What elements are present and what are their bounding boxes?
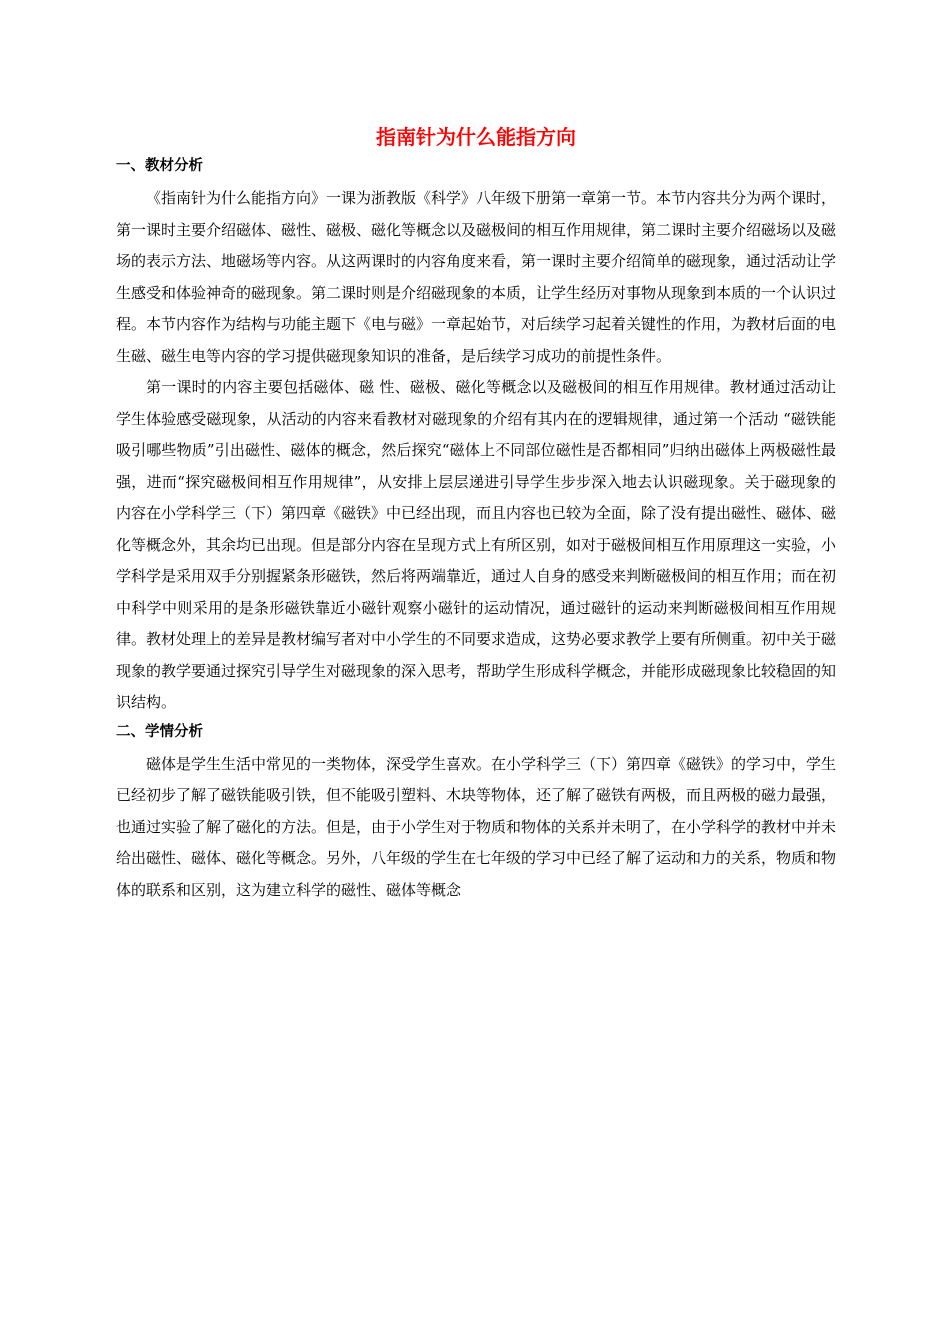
document-title: 指南针为什么能指方向: [376, 125, 576, 149]
section-heading: 二、学情分析: [116, 723, 203, 740]
paragraph: 磁体是学生生活中常见的一类物体，深受学生喜欢。在小学科学三（下）第四章《磁铁》的学习中，学生已经初步了解了磁铁能吸引铁，但不能吸引塑料、木块等物体，还了解了磁铁有两极，而且两极的磁力最强，也通过实验了解了磁化的方法。但是，由于小学生对于物质和物体的关系并未明了，在小学科学的教材中并未给出磁性、磁体、磁化等概念。另外，八年级的学生在七年级的学习中已经了解了运动和力的关系，物质和物体的联系和区别，这为建立科学的磁性、磁体等概念: [116, 754, 837, 899]
section-student-analysis: [116, 719, 836, 907]
section-heading: 一、教材分析: [116, 158, 203, 174]
paragraph: 第一课时的内容主要包括磁体、磁 性、磁极、磁化等概念以及磁极间的相互作用规律。教材通过活动让学生体验感受磁现象，从活动的内容来看教材对磁现象的介绍有其内在的逻辑规律，通过第一个活动 “磁铁能吸引哪些物质”引出磁性、磁体的概念，然后探究“磁体上不同部位磁性是否都相同”归纳出磁体上两极磁性最强，进而“探究磁极间相互作用规律”，从安排上层层递进引导学生步步深入地去认识磁现象。关于磁现象的内容在小学科学三（下）第四章《磁铁》中已经出现，而且内容也已较为全面，除了没有提出磁性、磁体、磁化等概念外，其余均已出现。但是部分内容在呈现方式上有所区别，如对于磁极间相互作用原理这一实验，小学科学是采用双手分别握紧条形磁铁，然后将两端靠近，通过人自身的感受来判断磁极间的相互作用；而在初中科学中则采用的是条形磁铁靠近小磁针观察小磁针的运动情况，通过磁针的运动来判断磁极间相互作用规律。教材处理上的差异是教材编写者对中小学生的不同要求造成，这势必要求教学上要有所侧重。初中关于磁现象的教学要通过探究引导学生对磁现象的深入思考，帮助学生形成科学概念，并能形成磁现象比较稳固的知识结构。: [116, 378, 837, 711]
document-page: [116, 122, 836, 906]
paragraph: 《指南针为什么能指方向》一课为浙教版《科学》八年级下册第一章第一节。本节内容共分为两个课时，第一课时主要介绍磁体、磁性、磁极、磁化等概念以及磁极间的相互作用规律，第二课时主要介绍磁场以及磁场的表示方法、地磁场等内容。从这两课时的内容角度来看，第一课时主要介绍简单的磁现象，通过活动让学生感受和体验神奇的磁现象。第二课时则是介绍磁现象的本质，让学生经历对事物从现象到本质的一个认识过程。本节内容作为结构与功能主题下《电与磁》一章起始节，对后续学习起着关键性的作用，为教材后面的电生磁、磁生电等内容的学习提供磁现象知识的准备，是后续学习成功的前提性条件。: [116, 189, 837, 365]
section-textbook-analysis: [116, 153, 836, 719]
